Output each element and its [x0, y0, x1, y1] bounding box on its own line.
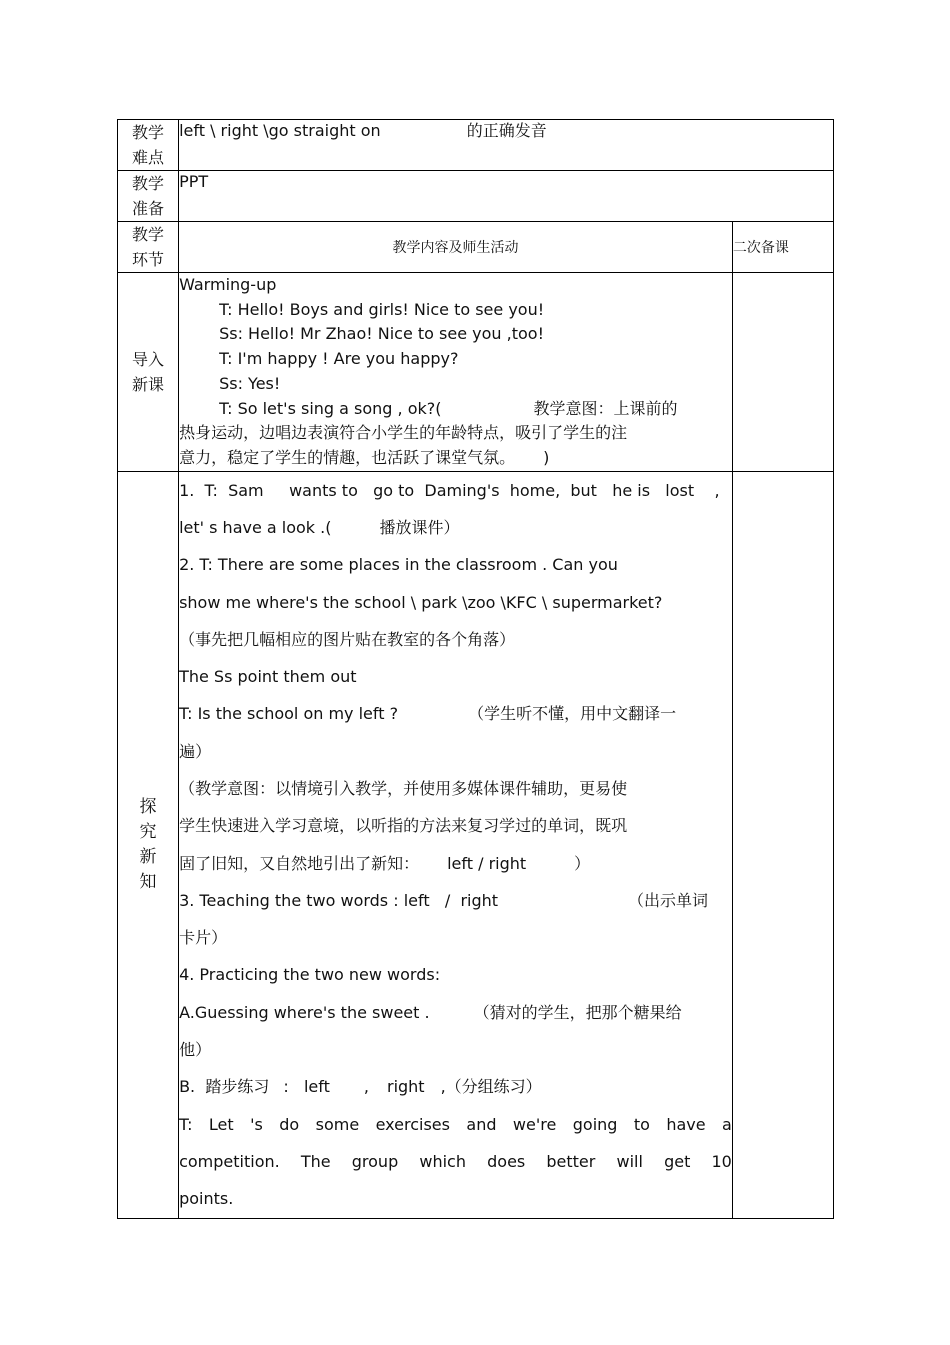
text-span: 教学意图：上课前的 — [533, 398, 678, 418]
label-char: 究 — [139, 821, 157, 842]
text-span: ） — [574, 853, 591, 873]
label-line: 导入 — [132, 349, 165, 369]
text-span: A.Guessing where's the sweet . — [179, 1002, 430, 1022]
text-span: , — [363, 1077, 369, 1097]
text-line: T: I'm happy ! Are you happy? — [219, 349, 459, 369]
text-line: （事先把几幅相应的图片贴在教室的各个角落） — [179, 629, 516, 649]
label-char: 新 — [139, 846, 157, 867]
label-line: 难点 — [132, 148, 165, 167]
text-line: competition. The group which does better will get 10 — [179, 1151, 732, 1171]
text-line: show me where's the school \ park \zoo \KFC \ supermarket? — [179, 592, 663, 612]
label-line: 教学 — [132, 123, 165, 142]
content-lead-in — [179, 273, 733, 472]
text-line — [179, 994, 732, 1031]
text-line: 遍） — [179, 741, 212, 761]
text-line: T: Let 's do some exercises and we're going to have a — [179, 1114, 732, 1134]
text-line — [179, 397, 732, 422]
text-line: Ss: Yes! — [219, 373, 281, 393]
text-line: 2. T: There are some places in the classroom . Can you — [179, 555, 618, 575]
content-explore-new — [179, 471, 733, 1218]
text-span: T: Is the school on my left ? — [179, 704, 399, 724]
label-line: 新课 — [132, 374, 165, 394]
text-line: Ss: Hello! Mr Zhao! Nice to see you ,too! — [219, 324, 544, 344]
row-teaching-stage-header — [118, 222, 834, 273]
text-span: 播放课件） — [379, 517, 460, 537]
text-span: ,（分组练习） — [440, 1077, 542, 1097]
text-span: right — [386, 1077, 425, 1097]
header-secondary-notes: 二次备课 — [732, 222, 833, 273]
difficulty-english: left \ right \go straight on — [179, 121, 381, 140]
difficulty-chinese: 的正确发音 — [466, 121, 547, 140]
text-line: 学生快速进入学习意境，以听指的方法来复习学过的单词，既巩 — [179, 816, 628, 836]
label-line: 教学 — [132, 225, 165, 244]
text-line: （教学意图：以情境引入教学，并使用多媒体课件辅助，更易使 — [179, 779, 628, 798]
text-span: ) — [543, 447, 550, 467]
text-line: 热身运动，边唱边表演符合小学生的年龄特点，吸引了学生的注 — [179, 423, 628, 443]
label-line: 环节 — [132, 250, 165, 269]
text-span: left / right — [447, 853, 527, 873]
text-span: 固了旧知，又自然地引出了新知： — [179, 853, 420, 873]
text-line: points. — [179, 1189, 234, 1209]
text-span: （出示单词 — [628, 890, 709, 910]
label-char: 知 — [139, 871, 157, 892]
text-line: Warming-up — [179, 275, 277, 294]
text-span: （学生听不懂，用中文翻译一 — [468, 704, 677, 724]
text-span: T: So let's sing a song , ok?( — [219, 398, 442, 418]
text-line: The Ss point them out — [179, 667, 357, 687]
text-line: 4. Practicing the two new words: — [179, 965, 441, 985]
text-span: （猜对的学生，把那个糖果给 — [473, 1002, 682, 1022]
text-span: let' s have a look .( — [179, 517, 332, 537]
text-line — [179, 882, 732, 919]
label-line: 教学 — [132, 174, 165, 193]
label-line: 准备 — [132, 199, 165, 218]
text-line: 1. T: Sam wants to go to Daming's home, but he is lost , — [179, 480, 720, 500]
label-lead-in — [118, 273, 179, 472]
text-line — [179, 446, 732, 471]
text-span: B. 踏步练习 — [179, 1077, 270, 1097]
label-char: 探 — [139, 796, 157, 817]
row-lead-in — [118, 273, 834, 472]
label-teaching-difficulties — [118, 120, 179, 171]
text-line — [179, 509, 732, 546]
text-line — [179, 695, 732, 732]
lesson-plan-table — [117, 119, 834, 1219]
row-teaching-preparation — [118, 171, 834, 222]
text-span: 3. Teaching the two words : left / right — [179, 890, 499, 910]
row-explore-new — [118, 471, 834, 1218]
label-explore-new — [118, 471, 179, 1218]
header-content-activities: 教学内容及师生活动 — [179, 222, 733, 273]
label-teaching-preparation — [118, 171, 179, 222]
text-span: : left — [283, 1077, 330, 1097]
notes-explore-new — [732, 471, 833, 1218]
text-line: 他） — [179, 1040, 212, 1060]
label-teaching-stage — [118, 222, 179, 273]
content-teaching-difficulties — [179, 120, 834, 171]
row-teaching-difficulties — [118, 120, 834, 171]
text-line — [179, 845, 732, 882]
content-teaching-preparation: PPT — [179, 171, 834, 222]
text-line: T: Hello! Boys and girls! Nice to see you! — [219, 299, 545, 319]
notes-lead-in — [732, 273, 833, 472]
text-line: 卡片） — [179, 928, 228, 948]
text-span: 意力，稳定了学生的情趣，也活跃了课堂气氛。 — [179, 447, 516, 467]
text-line — [179, 1068, 732, 1105]
